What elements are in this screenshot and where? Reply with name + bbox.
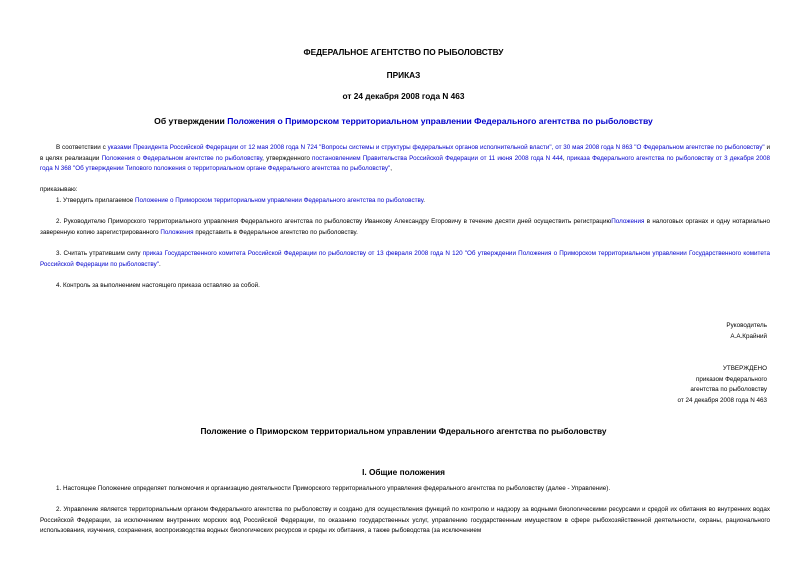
item-text: . bbox=[159, 260, 161, 268]
signatory-name: А.А.Крайний bbox=[730, 332, 767, 340]
order-word: приказываю: bbox=[40, 186, 78, 193]
order-title bbox=[0, 116, 807, 126]
preamble-text: , утвержденного bbox=[262, 154, 313, 162]
agency-heading: ФЕДЕРАЛЬНОЕ АГЕНТСТВО ПО РЫБОЛОВСТВУ bbox=[303, 47, 504, 57]
approval-line: УТВЕРЖДЕНО bbox=[722, 365, 767, 372]
signatory-role: Руководитель bbox=[726, 322, 767, 329]
approval-line: приказом Федерального bbox=[695, 375, 767, 383]
item-text: . bbox=[423, 197, 425, 204]
item-text: в налоговых органах и одну нотариально заверенную копию зарегистрированного bbox=[40, 218, 770, 236]
item-text: 2. Руководителю Приморского территориального управления Федерального агентства по рыболовству Иванкову Александру Егоровичу в течение десяти дней осуществить регистрацию bbox=[56, 218, 612, 225]
approval-line: от 24 декабря 2008 года N 463 bbox=[677, 396, 767, 404]
regulation-paragraph-1: 1. Настоящее Положение определяет полномочия и организацию деятельности Приморского территориального управления федерального агентства по рыболовству (далее - Управление). bbox=[56, 485, 611, 492]
section-heading: I. Общие положения bbox=[362, 467, 445, 477]
preamble-paragraph bbox=[40, 143, 770, 175]
agency-order-368-link[interactable]: приказа Федерального агентства по рыболовству от 3 декабря 2008 года N 368 "Об утверждении Типового положения о территориальном органе Федерального агентства по рыболовству" bbox=[40, 154, 770, 173]
document-type: ПРИКАЗ bbox=[386, 70, 421, 80]
regulation-paragraph-2: 2. Управление является территориальным органом Федерального агентства по рыболовству и создано для осуществления функций по контролю и надзору за водными биологическими ресурсами и средой их обитания во внутренних водах Российской Федерации, за исключением внутренних морских вод Российской Федерации, по оказанию государственных услуг, управлению государственным имуществом в сфере рыбохозяйственной деятельности, охраны, рационального использования, изучения, сохранения, воспроизводства водных биологических ресурсов и среды их обитания, а также рыбоводства (за исключением bbox=[40, 506, 770, 535]
regulation-link-short[interactable]: Положения bbox=[611, 218, 645, 225]
approval-line: агентства по рыболовству bbox=[690, 386, 767, 394]
item-2 bbox=[40, 217, 770, 238]
agency-regulation-link[interactable]: Положения о Федеральном агентстве по рыболовству bbox=[101, 154, 263, 162]
regulation-title: Положение о Приморском территориальном управлении Фдерального агентства по рыболовству bbox=[200, 426, 607, 436]
order-title-prefix: Об утверждении bbox=[154, 116, 228, 126]
presidential-decrees-link[interactable]: указами Президента Российской Федерации от 12 мая 2008 года N 724 "Вопросы системы и структуры федеральных органов исполнительной власти", от 30 мая 2008 года N 863 "О Федеральном агентстве по рыболовству" bbox=[107, 144, 765, 151]
item-text: представить в Федеральное агентство по рыболовству. bbox=[193, 228, 358, 236]
regulation-link-short[interactable]: Положения bbox=[160, 228, 194, 236]
item-text: 3. Считать утратившим силу bbox=[56, 250, 143, 257]
preamble-text: , bbox=[562, 154, 567, 162]
item-text: 1. Утвердить прилагаемое bbox=[56, 197, 135, 204]
item-3 bbox=[40, 249, 770, 270]
document-date: от 24 декабря 2008 года N 463 bbox=[342, 91, 465, 101]
government-decree-link[interactable]: постановлением Правительства Российской Федерации от 11 июня 2008 года N 444 bbox=[312, 154, 563, 162]
approval-stamp bbox=[677, 364, 767, 406]
preamble-text: и в целях реализации bbox=[40, 144, 771, 162]
signature-block bbox=[726, 321, 767, 342]
item-1 bbox=[40, 196, 770, 207]
preamble-text: , bbox=[390, 165, 393, 173]
regulation-link[interactable]: Положения о Приморском территориальном управлении Федерального агентства по рыболовству bbox=[227, 116, 653, 126]
preamble-text: В соответствии с bbox=[56, 144, 108, 151]
item-4: 4. Контроль за выполнением настоящего приказа оставляю за собой. bbox=[56, 282, 260, 289]
approved-regulation-link[interactable]: Положение о Приморском территориальном управлении Федерального агентства по рыболовству bbox=[134, 197, 424, 204]
revoked-order-link[interactable]: приказ Государственного комитета Российской Федерации по рыболовству от 13 февраля 2008 года N 120 "Об утверждении Положения о Приморском территориальном управлении Государственного комитета Российской Федерации по рыболовству" bbox=[40, 250, 770, 268]
